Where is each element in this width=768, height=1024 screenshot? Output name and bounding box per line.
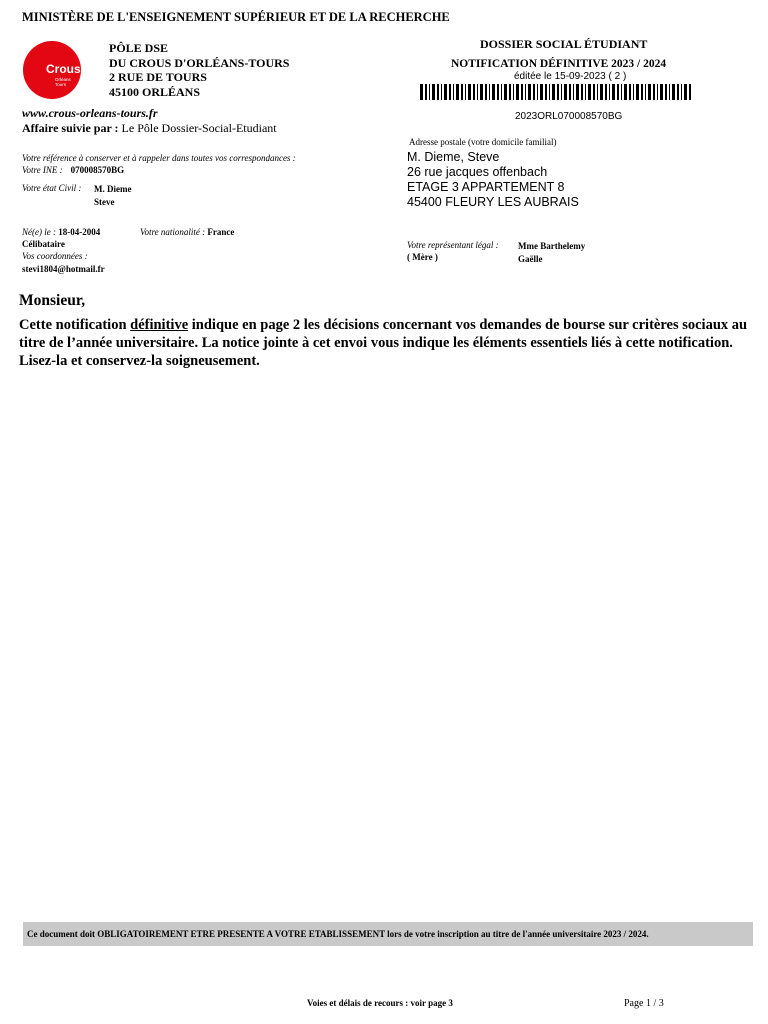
letter-body	[19, 316, 749, 370]
barcode-bar	[593, 84, 595, 100]
barcode-bar	[465, 84, 466, 100]
barcode	[420, 84, 695, 100]
civil-value	[94, 183, 131, 209]
barcode-bar	[516, 84, 519, 100]
address-line: 26 rue jacques offenbach	[407, 165, 548, 179]
barcode-bar	[545, 84, 547, 100]
barcode-bar	[684, 84, 687, 100]
barcode-bar	[513, 84, 514, 100]
barcode-bar	[660, 84, 663, 100]
contact-label: Vos coordonnées :	[22, 251, 88, 261]
barcode-bar	[525, 84, 526, 100]
recourse-note: Voies et délais de recours : voir page 3	[307, 998, 453, 1008]
barcode-bar	[437, 84, 439, 100]
barcode-bar	[612, 84, 615, 100]
barcode-bar	[617, 84, 619, 100]
body-part-1: Cette notification	[19, 317, 131, 333]
barcode-bar	[468, 84, 471, 100]
affaire-suivie	[22, 121, 277, 136]
notice-rest: lors de votre inscription au titre de l'année universitaire 2023 / 2024.	[384, 929, 649, 939]
barcode-bar	[504, 84, 507, 100]
birth-row	[22, 227, 100, 237]
page-number: Page 1 / 3	[624, 998, 664, 1009]
ine-row	[22, 165, 124, 175]
notice-bold: Ce document doit OBLIGATOIREMENT ETRE PRESENTE A VOTRE ETABLISSEMENT	[27, 929, 385, 939]
barcode-bar	[645, 84, 646, 100]
sender-line: PÔLE DSE	[109, 41, 169, 55]
address-line: M. Dieme, Steve	[407, 150, 500, 164]
salutation: Monsieur,	[19, 292, 86, 309]
barcode-bar	[461, 84, 463, 100]
nationality-row	[140, 227, 234, 237]
barcode-bar	[609, 84, 610, 100]
barcode-bar	[429, 84, 430, 100]
barcode-bar	[672, 84, 675, 100]
edited-date: éditée le 15-09-2023 ( 2 )	[514, 71, 627, 82]
barcode-bar	[597, 84, 598, 100]
barcode-bar	[677, 84, 679, 100]
barcode-bar	[669, 84, 670, 100]
barcode-bar	[420, 84, 423, 100]
barcode-bar	[444, 84, 447, 100]
barcode-bar	[624, 84, 627, 100]
address-line: ETAGE 3 APPARTEMENT 8	[407, 180, 565, 194]
barcode-bar	[681, 84, 682, 100]
civil-label: Votre état Civil :	[22, 183, 82, 193]
logo-sub-tours: Tours	[55, 82, 67, 87]
barcode-bar	[492, 84, 495, 100]
barcode-bar	[621, 84, 622, 100]
ministry-heading: MINISTÈRE DE L'ENSEIGNEMENT SUPÉRIEUR ET DE LA RECHERCHE	[22, 10, 450, 24]
barcode-bar	[641, 84, 643, 100]
affaire-label: Affaire suivie par :	[22, 121, 119, 135]
barcode-bar	[585, 84, 586, 100]
body-underlined: définitive	[130, 317, 189, 333]
barcode-bar	[449, 84, 451, 100]
barcode-bar	[569, 84, 571, 100]
barcode-bar	[653, 84, 655, 100]
logo-sub-orleans: Orléans	[55, 77, 71, 82]
barcode-bar	[549, 84, 550, 100]
ine-label: Votre INE :	[22, 165, 63, 175]
mandatory-notice-bar	[23, 922, 753, 946]
ine-value: 070008570BG	[70, 165, 125, 175]
barcode-text: 2023ORL070008570BG	[515, 111, 623, 122]
barcode-bar	[441, 84, 442, 100]
address-line: 45400 FLEURY LES AUBRAIS	[407, 195, 579, 209]
barcode-bar	[489, 84, 490, 100]
barcode-bar	[477, 84, 478, 100]
civil-first-name: Steve	[94, 197, 115, 207]
legal-rep-label: Votre représentant légal :	[407, 240, 499, 250]
barcode-bar	[588, 84, 591, 100]
barcode-bar	[689, 84, 691, 100]
email-address: stevi1804@hotmail.fr	[22, 264, 105, 274]
barcode-bar	[501, 84, 502, 100]
recipient-address	[407, 150, 579, 210]
sender-line: DU CROUS D'ORLÉANS-TOURS	[109, 55, 290, 70]
barcode-bar	[657, 84, 658, 100]
barcode-bar	[432, 84, 435, 100]
affaire-value: Le Pôle Dossier-Social-Etudiant	[121, 121, 277, 135]
legal-rep-name: Mme Barthelemy	[518, 241, 586, 251]
barcode-bar	[456, 84, 459, 100]
legal-rep-first-name: Gaëlle	[518, 254, 543, 264]
postal-address-label: Adresse postale (votre domicile familial)	[409, 137, 557, 147]
barcode-bar	[564, 84, 567, 100]
sender-line: 2 RUE DE TOURS	[109, 70, 207, 84]
barcode-bar	[509, 84, 511, 100]
barcode-bar	[576, 84, 579, 100]
barcode-bar	[425, 84, 427, 100]
barcode-bar	[573, 84, 574, 100]
barcode-bar	[473, 84, 475, 100]
sender-line: 45100 ORLÉANS	[109, 84, 201, 99]
barcode-bar	[552, 84, 555, 100]
nationality-value: France	[207, 227, 235, 237]
barcode-bar	[521, 84, 523, 100]
birth-value: 18-04-2004	[58, 227, 101, 237]
barcode-bar	[557, 84, 559, 100]
dossier-title: DOSSIER SOCIAL ÉTUDIANT	[480, 37, 648, 51]
barcode-bar	[480, 84, 483, 100]
barcode-bar	[453, 84, 454, 100]
crous-logo	[22, 41, 84, 99]
barcode-bar	[600, 84, 603, 100]
barcode-bar	[629, 84, 631, 100]
barcode-bar	[581, 84, 583, 100]
civil-name: M. Dieme	[94, 184, 132, 194]
sender-address	[109, 41, 289, 99]
birth-label: Né(e) le :	[22, 227, 56, 237]
logo-brand: Crous	[46, 62, 81, 76]
barcode-bar	[485, 84, 487, 100]
barcode-bar	[636, 84, 639, 100]
barcode-bar	[533, 84, 535, 100]
barcode-bar	[540, 84, 543, 100]
barcode-bar	[633, 84, 634, 100]
legal-rep-relation: ( Mère )	[407, 252, 438, 262]
body-part-2: indique en page 2 les décisions concernant vos demandes de bourse sur critères sociaux au titre de l’année universitaire. La notice jointe à cet envoi vous indique les éléments essentiels liés à cette notification. Lisez-la et conservez-la soigneusement.	[19, 317, 748, 369]
marital-status: Célibataire	[22, 239, 65, 249]
notification-title: NOTIFICATION DÉFINITIVE 2023 / 2024	[451, 58, 667, 70]
nationality-label: Votre nationalité :	[140, 227, 206, 237]
reference-note: Votre référence à conserver et à rappeler dans toutes vos correspondances :	[22, 153, 296, 163]
barcode-bar	[648, 84, 651, 100]
legal-rep-value	[518, 240, 585, 266]
barcode-bar	[537, 84, 538, 100]
barcode-bar	[497, 84, 499, 100]
website-link[interactable]: www.crous-orleans-tours.fr	[22, 106, 158, 120]
barcode-bar	[665, 84, 667, 100]
barcode-bar	[528, 84, 531, 100]
barcode-bar	[605, 84, 607, 100]
barcode-bar	[561, 84, 562, 100]
